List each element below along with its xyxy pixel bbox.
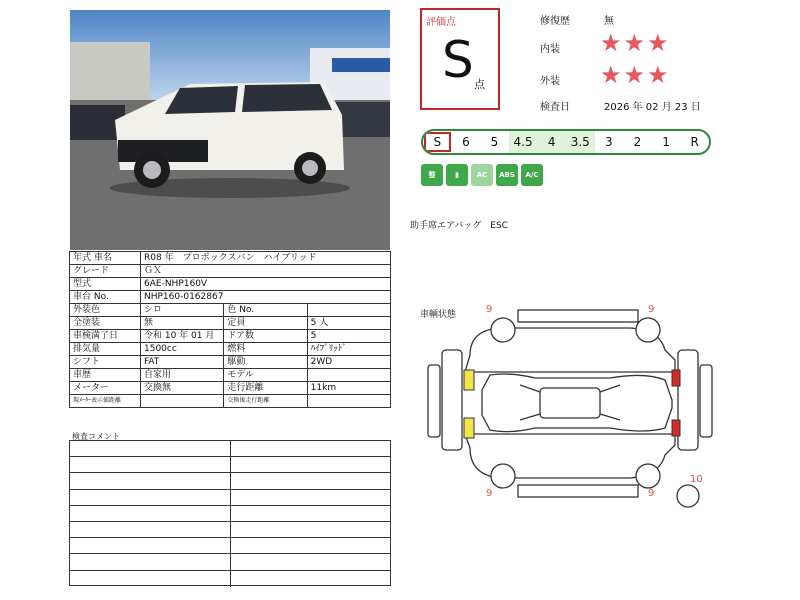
- grade-6: 6: [462, 135, 470, 149]
- star-icon: ★: [647, 61, 671, 89]
- damage-mark: 9: [486, 488, 493, 499]
- grade-4: 4: [537, 131, 566, 153]
- spec-label: メーター: [70, 382, 141, 395]
- spec-value: 自家用: [141, 369, 224, 382]
- grade-2: 2: [633, 135, 642, 149]
- equipment-text: 助手席エアバッグ ESC: [410, 221, 508, 231]
- grade-3: 3: [605, 135, 613, 149]
- vehicle-photo: [70, 10, 390, 250]
- comment-label: 検査コメント: [72, 432, 120, 441]
- grade-3-5: 3.5: [566, 131, 595, 153]
- damage-mark: 9: [648, 488, 655, 499]
- spec-label: 走行距離: [224, 382, 307, 395]
- score-value: S: [442, 31, 474, 89]
- exterior-stars: [600, 63, 671, 87]
- spec-value: 6AE-NHP160V: [141, 278, 391, 291]
- interior-label: 内装: [540, 44, 560, 55]
- score-unit: 点: [474, 78, 485, 91]
- score-box: [420, 8, 500, 110]
- star-icon: ★: [647, 29, 671, 57]
- spec-label: モデル: [224, 369, 307, 382]
- spec-label: ドア数: [224, 330, 307, 343]
- spec-label: 全塗装: [70, 317, 141, 330]
- spec-value: [307, 395, 390, 408]
- grade-S: S: [423, 131, 452, 153]
- condition-label: 車輌状態: [420, 310, 457, 320]
- spec-value: 無: [141, 317, 224, 330]
- spec-label: 排気量: [70, 343, 141, 356]
- score-label: 評価点: [426, 17, 456, 28]
- abs-icon: ABS: [496, 164, 518, 186]
- damage-mark: 9: [648, 304, 655, 315]
- spec-value: 2WD: [307, 356, 390, 369]
- inspection-date: 2026 年 02 月 23 日: [604, 102, 701, 113]
- grade-5: 5: [490, 135, 499, 149]
- spec-label: 現ﾒｰﾀｰ表示値距離: [70, 395, 141, 408]
- spec-value: 11km: [307, 382, 390, 395]
- spec-label: 色 No.: [224, 304, 307, 317]
- spec-label: 車検満了日: [70, 330, 141, 343]
- comment-grid: [69, 440, 391, 586]
- spec-label: 車歴: [70, 369, 141, 382]
- grade-4-5: 4.5: [509, 131, 538, 153]
- spec-value: [307, 369, 390, 382]
- air-conditioner-icon: AC: [471, 164, 493, 186]
- spec-value: 5 人: [307, 317, 390, 330]
- power-window-icon: ▮: [446, 164, 468, 186]
- spec-label: グレード: [70, 265, 141, 278]
- power-steering-icon: 整: [421, 164, 443, 186]
- spec-label: 年式 車名: [70, 252, 141, 265]
- spec-label: 交換後走行距離: [224, 395, 307, 408]
- exterior-label: 外装: [540, 76, 560, 87]
- grade-scale: [421, 129, 711, 155]
- star-icon: ★: [623, 61, 648, 89]
- star-icon: ★: [600, 29, 624, 57]
- spec-label: 駆動: [224, 356, 307, 369]
- spec-label: 外装色: [70, 304, 141, 317]
- ac-icon: A/C: [521, 164, 543, 186]
- damage-mark: 9: [486, 304, 493, 315]
- spec-value: 5: [307, 330, 390, 343]
- vehicle-condition-diagram: [410, 300, 730, 515]
- spec-value: [307, 304, 390, 317]
- spec-label: シフト: [70, 356, 141, 369]
- spec-label: 燃料: [224, 343, 307, 356]
- star-icon: ★: [600, 61, 624, 89]
- feature-icons: [421, 164, 543, 186]
- restored-label: 修復歴: [540, 16, 570, 27]
- spec-label: 車台 No.: [70, 291, 141, 304]
- spec-value: ＧＸ: [141, 265, 391, 278]
- star-icon: ★: [623, 29, 648, 57]
- spec-value: 1500cc: [141, 343, 224, 356]
- interior-stars: [600, 31, 671, 55]
- spec-value: 令和 10 年 01 月: [141, 330, 224, 343]
- spec-value: FAT: [141, 356, 224, 369]
- grade-R: R: [690, 135, 699, 149]
- spec-label: 型式: [70, 278, 141, 291]
- grade-1: 1: [662, 135, 670, 149]
- damage-mark: 10: [690, 474, 703, 485]
- restored-value: 無: [604, 16, 614, 27]
- spec-value: ﾊｲﾌﾞﾘｯﾄﾞ: [307, 343, 390, 356]
- inspection-label: 検査日: [540, 102, 570, 113]
- spec-table: [69, 251, 391, 408]
- spec-value: シロ: [141, 304, 224, 317]
- spec-value: NHP160-0162867: [141, 291, 391, 304]
- spec-value: 交換無: [141, 382, 224, 395]
- spec-value: [141, 395, 224, 408]
- spec-label: 定員: [224, 317, 307, 330]
- spec-value: R08 年 プロボックスバン ハイブリッド: [141, 252, 391, 265]
